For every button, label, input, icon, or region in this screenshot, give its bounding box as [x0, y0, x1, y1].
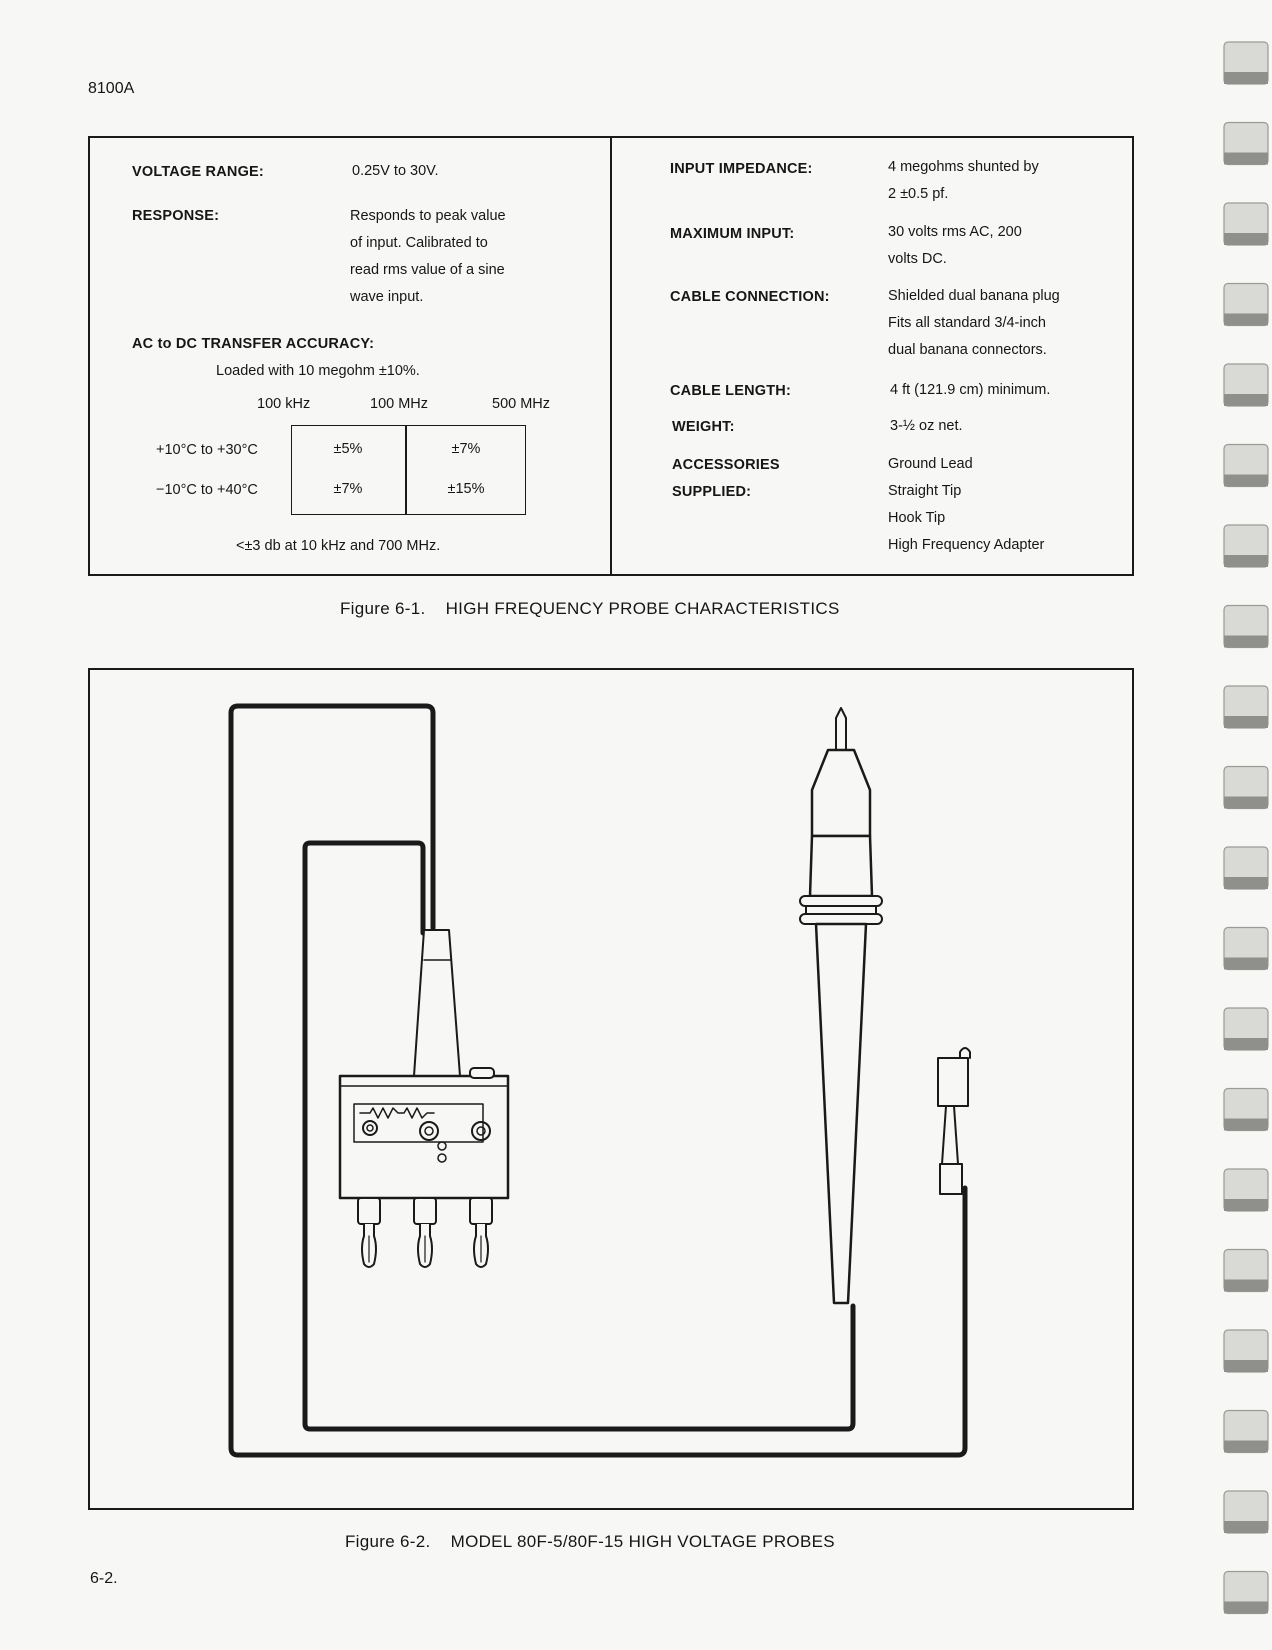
table-cell: ±7%	[451, 441, 481, 457]
freq-header-500mhz: 500 MHz	[492, 396, 551, 412]
binding-ring-shadow	[1224, 1602, 1268, 1614]
cable-length-value: 4 ft (121.9 cm) minimum.	[890, 382, 1051, 398]
accuracy-footnote: <±3 db at 10 kHz and 700 MHz.	[236, 538, 441, 554]
binding-ring-shadow	[1224, 1199, 1268, 1211]
accessory-item: Straight Tip	[888, 483, 962, 499]
accuracy-note: Loaded with 10 megohm ±10%.	[216, 363, 420, 379]
caption-title: MODEL 80F-5/80F-15 HIGH VOLTAGE PROBES	[450, 1532, 835, 1551]
binding-ring-shadow	[1224, 1280, 1268, 1292]
probe-handle	[810, 836, 872, 896]
probe-nose	[812, 750, 870, 836]
ground-clip	[960, 1048, 970, 1058]
column-divider	[610, 136, 612, 576]
table-cell: ±7%	[333, 481, 363, 497]
binding-ring-shadow	[1224, 555, 1268, 567]
weight-value: 3-½ oz net.	[890, 418, 963, 434]
cable-connection-value	[888, 283, 1060, 364]
probe-flange	[800, 914, 882, 924]
temp-range-2: −10°C to +40°C	[156, 482, 258, 498]
binding-ring-shadow	[1224, 877, 1268, 889]
caption-number: Figure 6-1.	[340, 599, 426, 618]
temp-range-1: +10°C to +30°C	[156, 442, 258, 458]
binding-ring-shadow	[1224, 1038, 1268, 1050]
maximum-input-label: MAXIMUM INPUT:	[670, 226, 795, 242]
binding-ring-shadow	[1224, 475, 1268, 487]
cable-connection-line: Fits all standard 3/4-inch	[888, 315, 1046, 331]
accessory-item: Hook Tip	[888, 510, 946, 526]
response-line: wave input.	[350, 289, 424, 305]
response-label: RESPONSE:	[132, 208, 220, 224]
cable-connection-line: Shielded dual banana plug	[888, 288, 1060, 304]
freq-header-100mhz: 100 MHz	[370, 396, 429, 412]
accessories-list	[888, 451, 1044, 559]
probe-flange	[800, 896, 882, 906]
maximum-input-line: 30 volts rms AC, 200	[888, 224, 1022, 240]
accessories-label-supplied: SUPPLIED:	[672, 484, 752, 500]
response-line: Responds to peak value	[350, 208, 506, 224]
binding-ring-shadow	[1224, 1521, 1268, 1533]
accessory-item: High Frequency Adapter	[888, 537, 1045, 553]
accuracy-label: AC to DC TRANSFER ACCURACY:	[132, 336, 375, 352]
binding-ring-shadow	[1224, 1119, 1268, 1131]
probe-shaft	[816, 924, 866, 1303]
figure-6-1-caption	[340, 599, 840, 619]
high-voltage-probes-drawing	[88, 668, 1134, 1510]
caption-title: HIGH FREQUENCY PROBE CHARACTERISTICS	[445, 599, 840, 618]
cable-connection-line: dual banana connectors.	[888, 342, 1047, 358]
voltage-range-label: VOLTAGE RANGE:	[132, 164, 264, 180]
binding-ring-shadow	[1224, 314, 1268, 326]
binding-ring-shadow	[1224, 636, 1268, 648]
cable-connection-label: CABLE CONNECTION:	[670, 289, 830, 305]
input-impedance-value	[888, 154, 1039, 208]
accuracy-table	[291, 425, 526, 515]
binding-ring-shadow	[1224, 797, 1268, 809]
table-divider	[405, 425, 407, 515]
document-id: 8100A	[88, 80, 135, 97]
table-cell: ±15%	[447, 481, 485, 497]
page-number: 6-2.	[90, 1570, 118, 1587]
binding-ring-shadow	[1224, 153, 1268, 165]
binding-ring-shadow	[1224, 394, 1268, 406]
figure-6-2-caption	[345, 1532, 835, 1552]
voltage-range-value: 0.25V to 30V.	[352, 163, 439, 179]
binding-ring-shadow	[1224, 233, 1268, 245]
cable-boot	[414, 930, 460, 1076]
table-cell: ±5%	[333, 441, 363, 457]
binding-ring-shadow	[1224, 958, 1268, 970]
response-line: of input. Calibrated to	[350, 235, 488, 251]
accessories-label: ACCESSORIES	[672, 457, 780, 473]
binding-ring-shadow	[1224, 1360, 1268, 1372]
maximum-input-line: volts DC.	[888, 251, 947, 267]
input-impedance-label: INPUT IMPEDANCE:	[670, 161, 813, 177]
accessory-item: Ground Lead	[888, 456, 973, 472]
binding-ring-shadow	[1224, 72, 1268, 84]
binding-ring-shadow	[1224, 716, 1268, 728]
maximum-input-value	[888, 219, 1022, 273]
input-impedance-line: 2 ±0.5 pf.	[888, 186, 949, 202]
response-line: read rms value of a sine	[350, 262, 505, 278]
freq-header-100khz: 100 kHz	[257, 396, 311, 412]
probe-tip	[836, 708, 846, 750]
cable-length-label: CABLE LENGTH:	[670, 383, 792, 399]
binding-ring-shadow	[1224, 1441, 1268, 1453]
weight-label: WEIGHT:	[672, 419, 735, 435]
input-impedance-line: 4 megohms shunted by	[888, 159, 1039, 175]
response-value	[350, 203, 600, 311]
caption-number: Figure 6-2.	[345, 1532, 431, 1551]
spiral-binding	[1218, 0, 1272, 1650]
